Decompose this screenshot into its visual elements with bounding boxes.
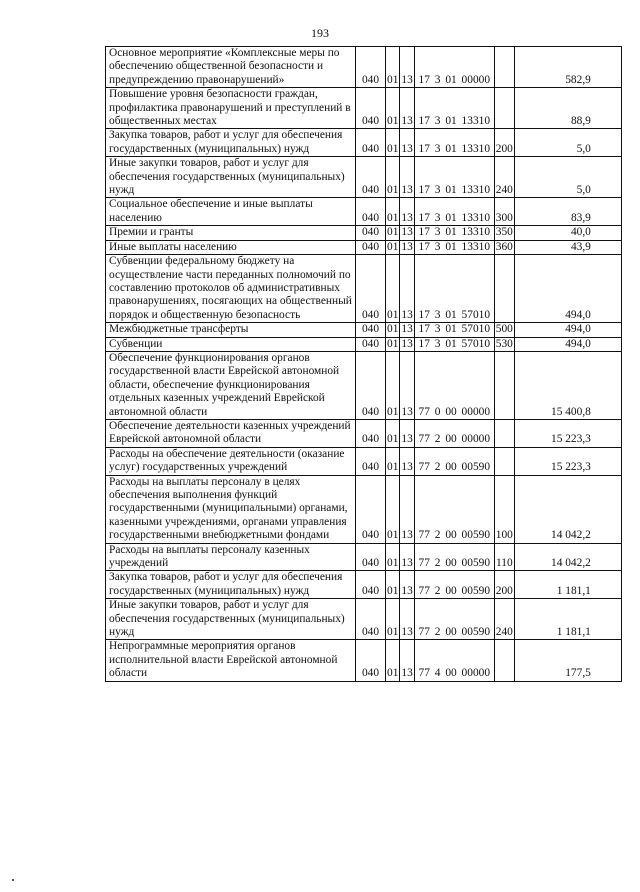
row-subsection-code: 13 — [401, 226, 413, 239]
row-target-article-code — [414, 88, 494, 129]
row-ved-code: 040 — [356, 337, 386, 351]
row-amount: 1 181,1 — [514, 571, 621, 599]
row-section-code: 01 — [387, 226, 399, 239]
row-expense-type-code: 240 — [494, 157, 514, 198]
row-target-article-text: 77 4 00 00000 — [418, 667, 491, 680]
row-name: Иные закупки товаров, работ и услуг для обеспечения государственных (муниципальных) нужд — [106, 157, 356, 198]
row-target-article-code — [414, 198, 494, 226]
row-section-code: 01 — [386, 47, 400, 88]
row-name: Иные закупки товаров, работ и услуг для обеспечения государственных (муниципальных) нужд — [106, 599, 356, 640]
table-row — [106, 337, 622, 351]
row-subsection-code: 13 — [400, 47, 414, 88]
row-target-article-text: 77 0 00 00000 — [418, 405, 491, 418]
row-expense-type-code — [494, 351, 514, 419]
row-section-code: 01 — [387, 337, 399, 350]
row-amount: 494,0 — [514, 337, 621, 351]
row-section-code: 01 — [386, 447, 400, 475]
row-subsection-code: 13 — [401, 323, 413, 336]
row-section-code: 01 — [386, 88, 400, 129]
row-amount: 5,0 — [514, 129, 621, 157]
page-number: 193 — [311, 26, 329, 40]
row-section-code: 01 — [386, 255, 400, 323]
row-name: Повышение уровня безопасности граждан, профилактика правонарушений и преступлений в общественных местах — [106, 88, 356, 129]
row-section-code: 01 — [386, 351, 400, 419]
row-ved-code: 040 — [356, 226, 386, 240]
row-target-article-code — [414, 129, 494, 157]
row-expense-type-code: 200 — [494, 571, 514, 599]
row-amount: 494,0 — [514, 255, 621, 323]
row-amount: 5,0 — [514, 157, 621, 198]
row-subsection-code: 13 — [400, 255, 414, 323]
row-ved-code: 040 — [356, 47, 386, 88]
row-name: Иные выплаты населению — [106, 240, 356, 254]
row-target-article-text: 17 3 01 13310 — [418, 184, 491, 197]
row-target-article-code — [414, 255, 494, 323]
row-amount: 1 181,1 — [514, 599, 621, 640]
row-target-article-text: 17 3 01 13310 — [418, 115, 491, 128]
row-section-code: 01 — [386, 419, 400, 447]
table-row — [106, 640, 622, 681]
row-ved-code: 040 — [356, 475, 386, 543]
row-name: Социальное обеспечение и иные выплаты населению — [106, 198, 356, 226]
row-subsection-code: 13 — [400, 198, 414, 226]
row-target-article-text: 77 2 00 00590 — [418, 557, 491, 570]
row-amount: 88,9 — [514, 88, 621, 129]
row-target-article-code — [414, 543, 494, 571]
row-section-code: 01 — [387, 323, 399, 336]
row-subsection-code: 13 — [401, 240, 413, 253]
row-ved-code: 040 — [356, 129, 386, 157]
row-amount: 177,5 — [514, 640, 621, 681]
row-name: Основное мероприятие «Комплексные меры по обеспечению общественной безопасности и предупреждению правонарушений» — [106, 47, 356, 88]
table-row — [106, 571, 622, 599]
row-subsection-code: 13 — [400, 129, 414, 157]
table-row — [106, 323, 622, 337]
row-target-article-code — [414, 351, 494, 419]
row-section-code: 01 — [387, 240, 399, 253]
row-ved-code: 040 — [356, 255, 386, 323]
table-row — [106, 255, 622, 323]
row-subsection-code: 13 — [400, 543, 414, 571]
row-expense-type-code — [494, 88, 514, 129]
row-amount: 43,9 — [514, 240, 621, 254]
row-target-article-code — [414, 599, 494, 640]
row-section-code: 01 — [386, 571, 400, 599]
row-section-code: 01 — [386, 157, 400, 198]
row-expense-type-code: 360 — [495, 240, 513, 253]
row-target-article-text: 77 2 00 00000 — [418, 433, 491, 446]
row-amount: 15 400,8 — [514, 351, 621, 419]
row-expense-type-code: 240 — [494, 599, 514, 640]
row-target-article-code — [414, 337, 494, 351]
row-expense-type-code: 500 — [495, 323, 513, 336]
row-ved-code: 040 — [356, 351, 386, 419]
row-target-article-text: 77 2 00 00590 — [418, 626, 491, 639]
row-subsection-code: 13 — [400, 640, 414, 681]
row-target-article-code — [414, 323, 494, 337]
row-section-code: 01 — [386, 129, 400, 157]
row-subsection-code: 13 — [401, 337, 413, 350]
row-target-article-code — [414, 240, 494, 254]
row-subsection-code: 13 — [400, 419, 414, 447]
table-row — [106, 351, 622, 419]
table-row — [106, 240, 622, 254]
row-target-article-text: 17 3 01 00000 — [418, 73, 491, 86]
row-target-article-code — [414, 419, 494, 447]
row-subsection-code: 13 — [400, 571, 414, 599]
row-ved-code: 040 — [356, 198, 386, 226]
row-ved-code: 040 — [356, 419, 386, 447]
row-amount: 40,0 — [514, 226, 621, 240]
row-amount: 14 042,2 — [514, 543, 621, 571]
row-name: Закупка товаров, работ и услуг для обеспечения государственных (муниципальных) нужд — [106, 571, 356, 599]
row-expense-type-code: 350 — [495, 226, 513, 239]
row-section-code: 01 — [386, 543, 400, 571]
table-row — [106, 447, 622, 475]
row-subsection-code: 13 — [400, 88, 414, 129]
row-subsection-code: 13 — [400, 599, 414, 640]
row-target-article-code — [414, 157, 494, 198]
table-row — [106, 198, 622, 226]
row-subsection-code: 13 — [400, 157, 414, 198]
row-name: Непрограммные мероприятия органов исполнительной власти Еврейской автономной области — [106, 640, 356, 681]
row-ved-code: 040 — [356, 240, 386, 254]
row-target-article-text: 17 3 01 57010 — [418, 323, 491, 336]
row-expense-type-code: 200 — [494, 129, 514, 157]
table-row — [106, 157, 622, 198]
row-name: Расходы на обеспечение деятельности (оказание услуг) государственных учреждений — [106, 447, 356, 475]
row-subsection-code: 13 — [400, 475, 414, 543]
row-section-code: 01 — [386, 599, 400, 640]
row-ved-code: 040 — [356, 571, 386, 599]
row-name: Премии и гранты — [106, 226, 356, 240]
row-subsection-code: 13 — [400, 351, 414, 419]
row-target-article-text: 17 3 01 13310 — [418, 226, 491, 239]
row-expense-type-code — [494, 640, 514, 681]
table-row — [106, 129, 622, 157]
row-name: Обеспечение деятельности казенных учреждений Еврейской автономной области — [106, 419, 356, 447]
row-expense-type-code — [494, 419, 514, 447]
row-section-code: 01 — [386, 640, 400, 681]
row-expense-type-code — [494, 447, 514, 475]
row-target-article-code — [414, 47, 494, 88]
row-expense-type-code — [494, 47, 514, 88]
row-target-article-text: 77 2 00 00590 — [418, 529, 491, 542]
table-row — [106, 419, 622, 447]
row-expense-type-code: 100 — [494, 475, 514, 543]
row-expense-type-code: 530 — [495, 337, 513, 350]
row-amount: 14 042,2 — [514, 475, 621, 543]
table-row — [106, 88, 622, 129]
row-target-article-text: 77 2 00 00590 — [418, 584, 491, 597]
row-target-article-code — [414, 226, 494, 240]
table-row — [106, 599, 622, 640]
row-section-code: 01 — [386, 198, 400, 226]
row-ved-code: 040 — [356, 157, 386, 198]
table-row — [106, 47, 622, 88]
budget-table — [105, 46, 622, 682]
table-row — [106, 226, 622, 240]
row-subsection-code: 13 — [400, 447, 414, 475]
row-target-article-text: 17 3 01 13310 — [418, 211, 491, 224]
row-amount: 15 223,3 — [514, 419, 621, 447]
row-target-article-code — [414, 640, 494, 681]
row-amount: 494,0 — [514, 323, 621, 337]
row-name: Расходы на выплаты персоналу в целях обеспечения выполнения функций государственными (муниципальными) органами, казенными учреждениями, органами управления государственными внебюджетными фондами — [106, 475, 356, 543]
row-expense-type-code — [494, 255, 514, 323]
row-ved-code: 040 — [356, 640, 386, 681]
row-amount: 582,9 — [514, 47, 621, 88]
row-target-article-text: 17 3 01 13310 — [418, 142, 491, 155]
row-name: Обеспечение функционирования органов государственной власти Еврейской автономной области, обеспечение функционирования отдельных казенных учреждений Еврейской автономной области — [106, 351, 356, 419]
row-name: Межбюджетные трансферты — [106, 323, 356, 337]
row-name: Субвенции федеральному бюджету на осуществление части переданных полномочий по составлению протоколов об административных правонарушениях, посягающих на общественный порядок и общественную безопасность — [106, 255, 356, 323]
row-target-article-code — [414, 447, 494, 475]
row-ved-code: 040 — [356, 599, 386, 640]
row-name: Расходы на выплаты персоналу казенных учреждений — [106, 543, 356, 571]
row-section-code: 01 — [386, 475, 400, 543]
row-target-article-code — [414, 571, 494, 599]
row-ved-code: 040 — [356, 543, 386, 571]
row-ved-code: 040 — [356, 323, 386, 337]
row-name: Закупка товаров, работ и услуг для обеспечения государственных (муниципальных) нужд — [106, 129, 356, 157]
row-target-article-text: 17 3 01 13310 — [418, 240, 491, 253]
row-expense-type-code: 110 — [494, 543, 514, 571]
row-amount: 15 223,3 — [514, 447, 621, 475]
scan-speck — [12, 879, 14, 881]
row-expense-type-code: 300 — [494, 198, 514, 226]
row-ved-code: 040 — [356, 88, 386, 129]
row-target-article-text: 17 3 01 57010 — [418, 337, 491, 350]
table-row — [106, 543, 622, 571]
row-ved-code: 040 — [356, 447, 386, 475]
row-target-article-text: 77 2 00 00590 — [418, 461, 491, 474]
row-name: Субвенции — [106, 337, 356, 351]
row-target-article-code — [414, 475, 494, 543]
table-row — [106, 475, 622, 543]
row-target-article-text: 17 3 01 57010 — [418, 308, 491, 321]
row-amount: 83,9 — [514, 198, 621, 226]
